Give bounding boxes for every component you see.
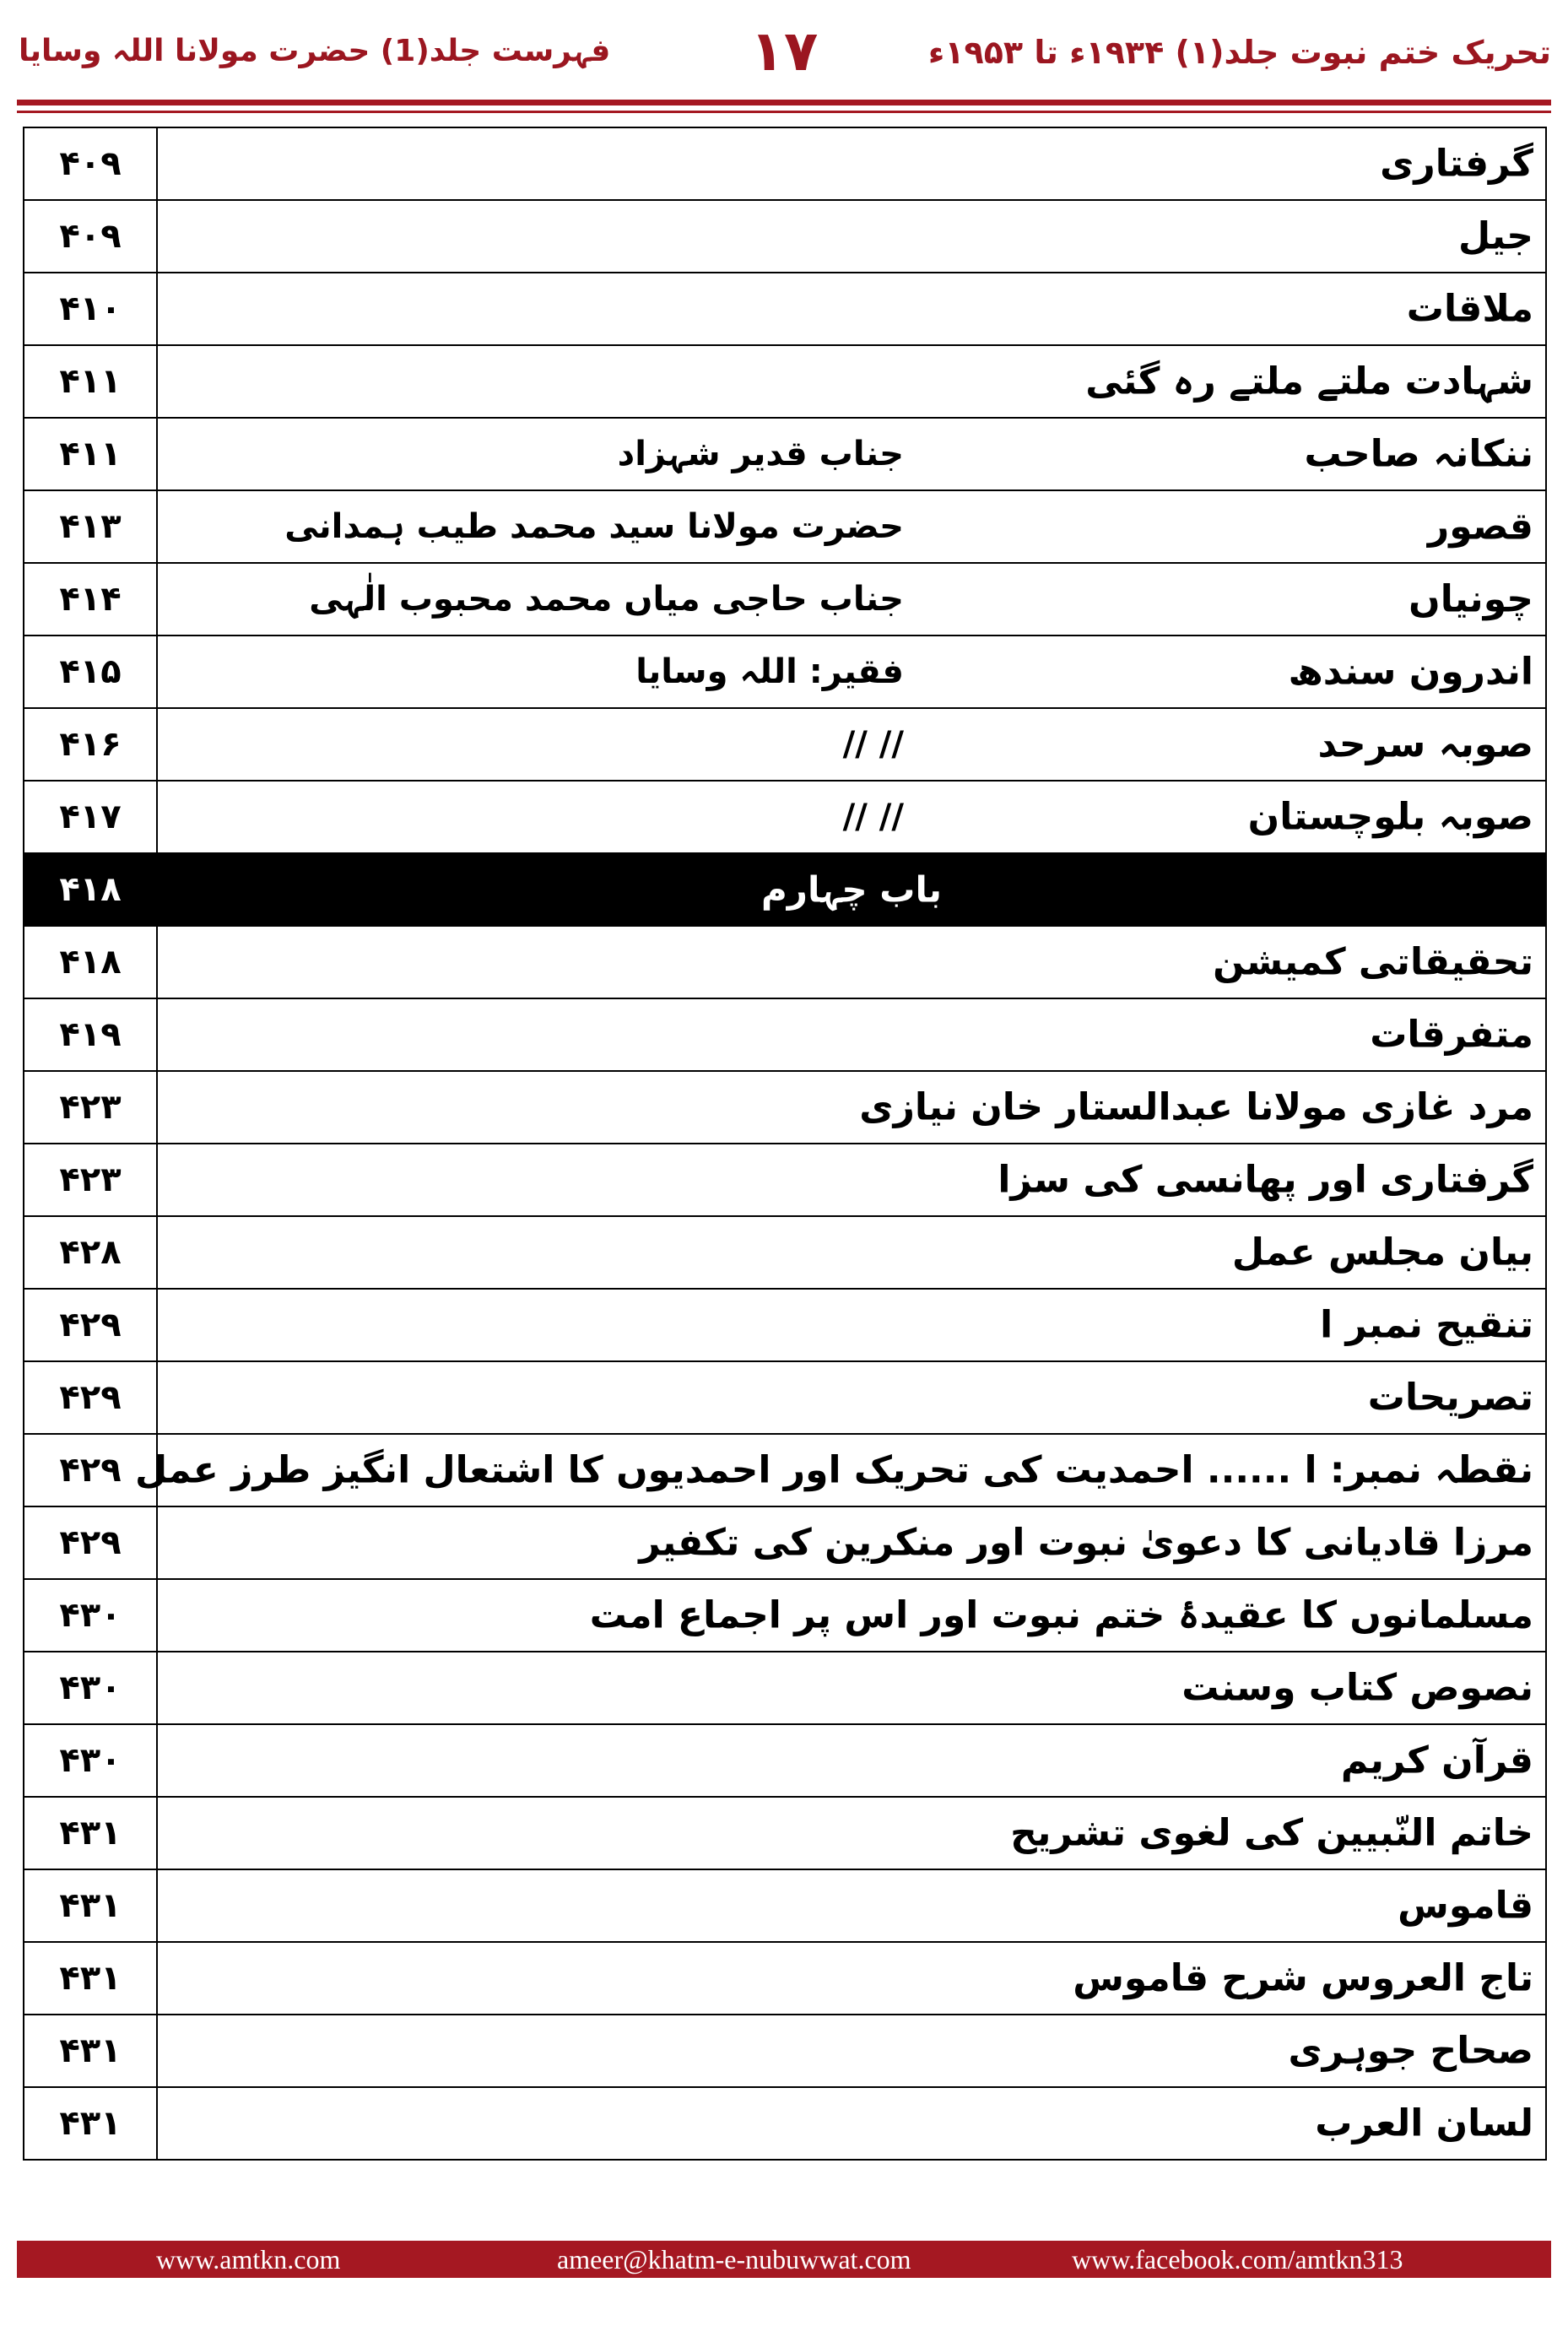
table-row — [24, 1652, 1546, 1724]
table-row — [24, 490, 1546, 563]
table-row — [24, 781, 1546, 853]
page-ref: ۴۰۹ — [24, 200, 157, 273]
entry-author: حضرت مولانا سید محمد طیب ہمدانی — [284, 507, 904, 546]
table-row — [24, 926, 1546, 998]
entry-title: نقطہ نمبر: ا ...... احمدیت کی تحریک اور احمدیوں کا اشتعال انگیز طرز عمل — [135, 1448, 1533, 1492]
page-ref: ۴۱۷ — [24, 781, 157, 853]
entry-title: خاتم النّبیین کی لغوی تشریح — [1010, 1811, 1533, 1855]
table-row — [24, 418, 1546, 490]
page-header — [0, 0, 1568, 93]
table-row — [24, 1942, 1546, 2015]
entry-title: قاموس — [1398, 1884, 1533, 1928]
entry-author: فقیر: اللہ وسایا — [635, 652, 904, 691]
facebook-link[interactable]: www.facebook.com/amtkn313 — [1072, 2244, 1403, 2274]
table-row — [24, 1216, 1546, 1289]
entry-title: لسان العرب — [1315, 2101, 1533, 2145]
section-page-ref: ۴۱۸ — [24, 853, 157, 926]
entry-author: جناب حاجی میاں محمد محبوب الٰہی — [309, 580, 904, 619]
page-ref: ۴۲۹ — [24, 1434, 157, 1506]
table-row — [24, 345, 1546, 418]
page-ref: ۴۲۸ — [24, 1216, 157, 1289]
page-ref: ۴۳۱ — [24, 1797, 157, 1869]
page-ref: ۴۰۹ — [24, 127, 157, 200]
table-row — [24, 1797, 1546, 1869]
page-ref: ۴۱۱ — [24, 345, 157, 418]
page-ref: ۴۳۱ — [24, 2087, 157, 2160]
page-ref: ۴۱۳ — [24, 490, 157, 563]
page-ref: ۴۱۱ — [24, 418, 157, 490]
page-ref: ۴۲۹ — [24, 1361, 157, 1434]
page-ref: ۴۳۱ — [24, 2015, 157, 2087]
table-row — [24, 273, 1546, 345]
entry-title: صوبہ سرحد — [1317, 722, 1533, 766]
entry-title: صوبہ بلوچستان — [1247, 795, 1533, 839]
entry-title: صحاح جوہری — [1288, 2029, 1533, 2073]
entry-title: تصریحات — [1367, 1376, 1533, 1420]
contents-table — [23, 127, 1547, 2161]
page-ref: ۴۲۹ — [24, 1289, 157, 1361]
page-ref: ۴۱۹ — [24, 998, 157, 1071]
entry-title: بیان مجلس عمل — [1231, 1230, 1533, 1274]
table-row — [24, 2087, 1546, 2160]
entry-author: // // — [842, 798, 904, 836]
entry-author: جناب قدیر شہزاد — [617, 435, 904, 473]
entry-title: متفرقات — [1370, 1013, 1533, 1057]
table-row — [24, 200, 1546, 273]
page-ref: ۴۱۵ — [24, 636, 157, 708]
entry-title: گرفتاری — [1380, 142, 1533, 186]
table-row — [24, 2015, 1546, 2087]
page-ref: ۴۲۹ — [24, 1506, 157, 1579]
page-ref: ۴۱۸ — [24, 926, 157, 998]
table-row — [24, 1869, 1546, 1942]
table-row — [24, 1724, 1546, 1797]
table-row — [24, 708, 1546, 781]
table-row — [24, 1361, 1546, 1434]
page-ref: ۴۳۱ — [24, 1869, 157, 1942]
entry-title: ملاقات — [1406, 287, 1533, 331]
book-title: تحریک ختم نبوت جلد(۱) ۱۹۳۴ء تا ۱۹۵۳ء — [927, 34, 1551, 71]
table-row — [24, 1071, 1546, 1144]
table-row — [24, 1144, 1546, 1216]
website-link[interactable]: www.amtkn.com — [156, 2244, 341, 2274]
page-ref: ۴۲۳ — [24, 1144, 157, 1216]
header-rule-thin — [17, 111, 1551, 113]
page-ref: ۴۳۱ — [24, 1942, 157, 2015]
entry-title: تاج العروس شرح قاموس — [1073, 1956, 1533, 2000]
table-row — [24, 1434, 1546, 1506]
entry-title: ننکانہ صاحب — [1304, 432, 1533, 476]
table-row — [24, 127, 1546, 200]
entry-title: نصوص کتاب وسنت — [1181, 1666, 1533, 1710]
email-link[interactable]: ameer@khatm-e-nubuwwat.com — [557, 2244, 911, 2274]
section-title: باب چہارم — [761, 868, 942, 911]
entry-title: اندرون سندھ — [1288, 650, 1533, 694]
table-row — [24, 636, 1546, 708]
page-ref: ۴۲۳ — [24, 1071, 157, 1144]
table-row — [24, 1289, 1546, 1361]
entry-title: مرد غازی مولانا عبدالستار خان نیازی — [859, 1085, 1533, 1129]
page-footer — [17, 2241, 1551, 2278]
table-row — [24, 1506, 1546, 1579]
header-rule — [17, 100, 1551, 105]
table-row — [24, 1579, 1546, 1652]
page-ref: ۴۱۶ — [24, 708, 157, 781]
page-ref: ۴۳۰ — [24, 1724, 157, 1797]
page-ref: ۴۱۰ — [24, 273, 157, 345]
entry-title: قصور — [1427, 505, 1533, 549]
table-row — [24, 563, 1546, 636]
entry-author: // // — [842, 725, 904, 764]
entry-title: مسلمانوں کا عقیدۂ ختم نبوت اور اس پر اجماع امت — [589, 1593, 1533, 1637]
entry-title: چونیاں — [1408, 577, 1533, 621]
entry-title: قرآن کریم — [1340, 1739, 1533, 1782]
section-row — [24, 853, 1546, 926]
entry-title: جیل — [1458, 214, 1533, 258]
page-number: ۱۷ — [749, 19, 819, 84]
entry-title: تحقیقاتی کمیشن — [1213, 940, 1533, 984]
index-title: فہرست جلد(1) حضرت مولانا اللہ وسایا — [19, 34, 611, 68]
page-ref: ۴۳۰ — [24, 1652, 157, 1724]
page-ref: ۴۱۴ — [24, 563, 157, 636]
table-row — [24, 998, 1546, 1071]
entry-title: گرفتاری اور پھانسی کی سزا — [998, 1158, 1533, 1202]
entry-title: تنقیح نمبر ا — [1320, 1303, 1533, 1347]
entry-title: شہادت ملتے ملتے رہ گئی — [1085, 360, 1533, 403]
entry-title: مرزا قادیانی کا دعویٰ نبوت اور منکرین کی تکفیر — [639, 1521, 1533, 1565]
page-ref: ۴۳۰ — [24, 1579, 157, 1652]
